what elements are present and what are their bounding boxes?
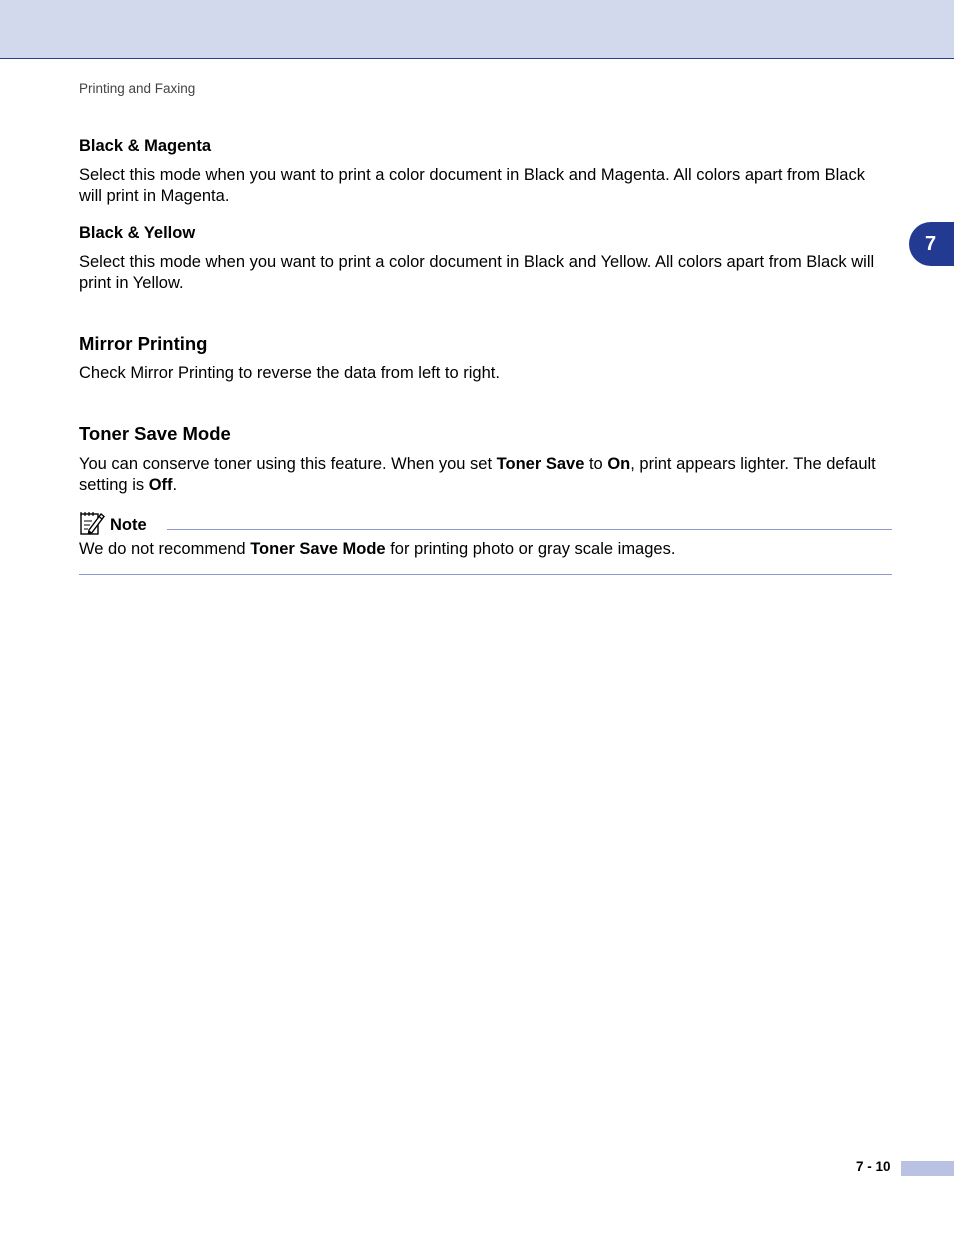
heading-black-yellow: Black & Yellow [79,224,196,242]
note-divider [167,529,892,530]
text-run: . [172,476,178,494]
heading-black-magenta: Black & Magenta [79,137,212,155]
bold-term-on: On [607,455,631,473]
note-pencil-icon [79,510,106,536]
bold-term-toner-save-mode: Toner Save Mode [250,540,386,558]
text-run: to [584,455,608,473]
bold-term-toner-save: Toner Save [496,455,585,473]
chapter-tab: 7 [909,222,954,266]
text-run: for printing photo or gray scale images. [385,540,676,558]
paragraph-mirror-printing: Check Mirror Printing to reverse the data from left to right. [79,364,500,382]
text-run: You can conserve toner using this feature. When you set [79,455,497,473]
note-bottom-divider [79,574,892,575]
note-label: Note [110,516,147,534]
text-run: , print appears lighter. The default setting is [79,455,876,494]
note-header [79,510,892,540]
page-number: 7 - 10 [856,1159,891,1174]
top-header-band [0,0,954,59]
heading-mirror-printing: Mirror Printing [79,333,208,354]
note-text [79,539,892,560]
heading-toner-save-mode: Toner Save Mode [79,423,231,444]
paragraph-black-yellow: Select this mode when you want to print a color document in Black and Yellow. All colors apart from Black will print in Yellow. [79,253,875,292]
running-header: Printing and Faxing [79,81,196,96]
bold-term-off: Off [148,476,173,494]
paragraph-black-magenta: Select this mode when you want to print a color document in Black and Magenta. All colors apart from Black will print in Magenta. [79,166,865,205]
page-number-bar [901,1161,954,1176]
paragraph-toner-save-mode [79,454,892,496]
text-run: We do not recommend [79,540,251,558]
